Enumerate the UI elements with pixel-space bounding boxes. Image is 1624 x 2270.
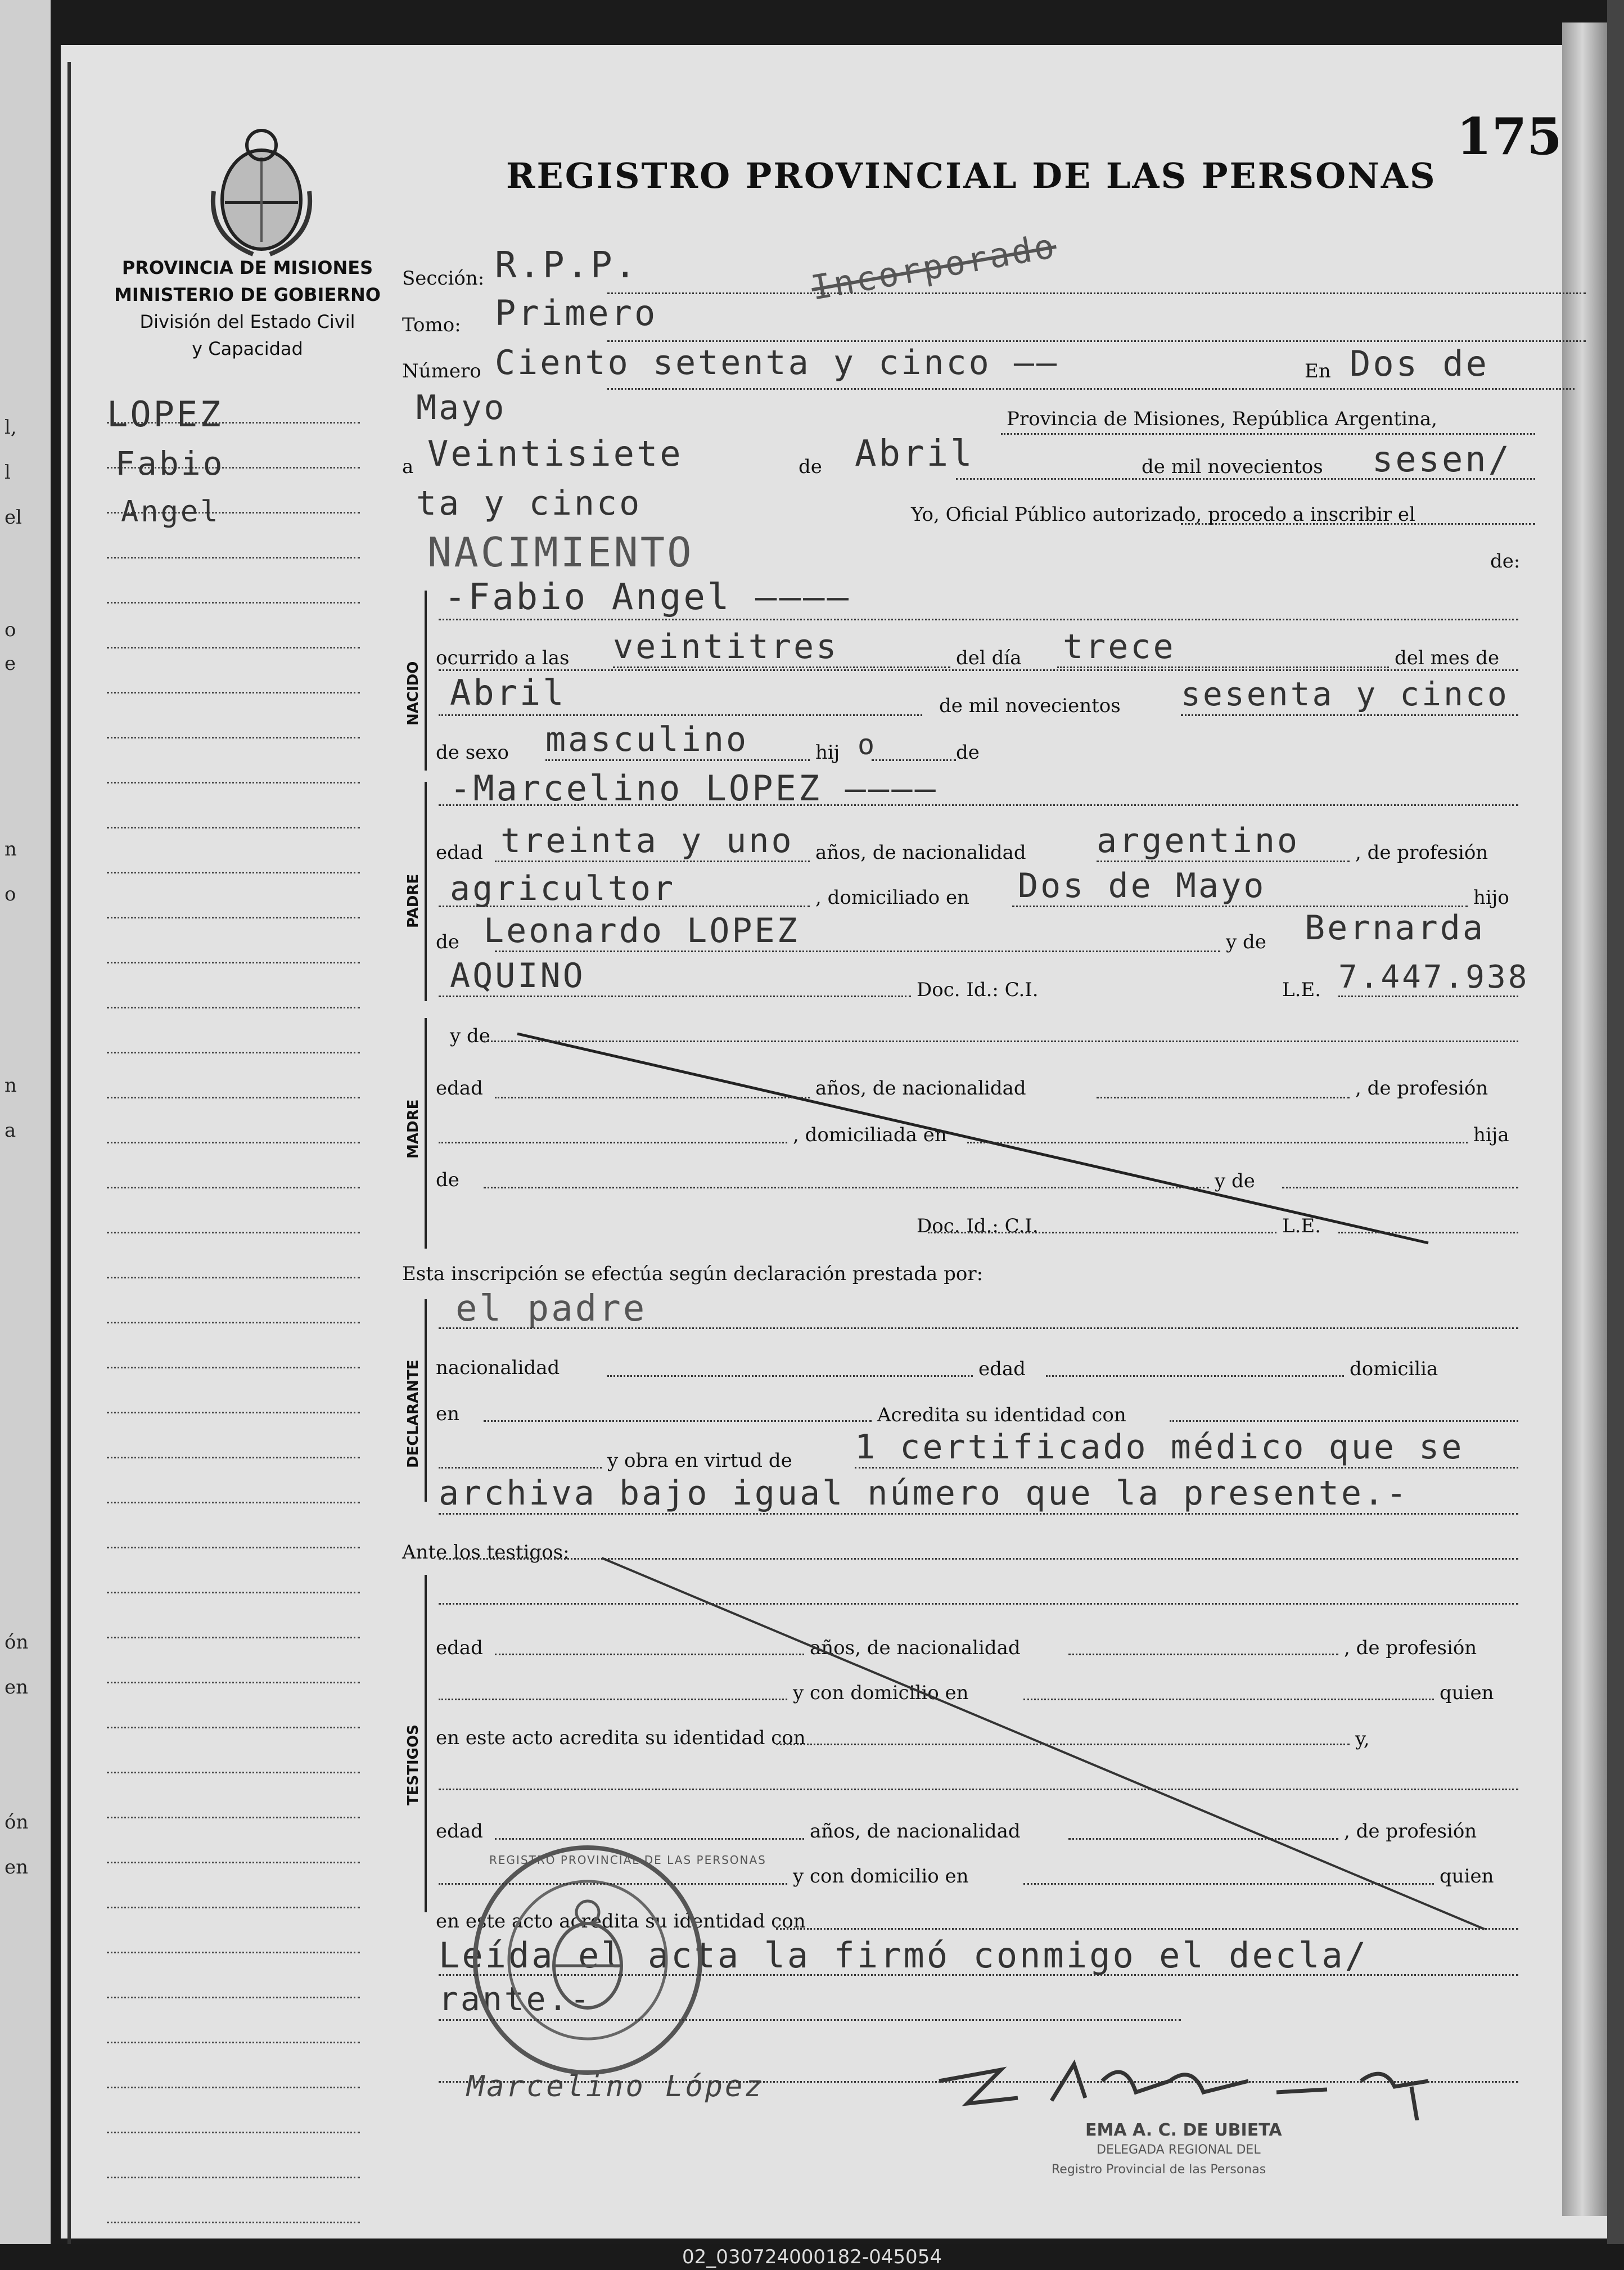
- field-line: [439, 669, 1518, 671]
- seal-text: REGISTRO PROVINCIAL DE LAS PERSONAS: [489, 1853, 766, 1867]
- prev-fragment: el: [4, 506, 22, 529]
- field-line: [1023, 1883, 1434, 1885]
- testigo1-profesion-label: , de profesión: [1344, 1637, 1477, 1659]
- dia-acta: Veintisiete: [427, 433, 683, 474]
- field-line: [439, 1467, 602, 1469]
- padre-nombre: -Marcelino LOPEZ ————: [450, 768, 938, 809]
- nacido-dia: trece: [1063, 627, 1176, 666]
- padre-nacionalidad: argentino: [1097, 821, 1300, 861]
- field-line: [545, 759, 810, 761]
- padre-domicilio: Dos de Mayo: [1018, 866, 1266, 906]
- field-line: [439, 1558, 1518, 1560]
- field-line: [607, 292, 1586, 294]
- declarante-obra-2: archiva bajo igual número que la presente.-: [439, 1474, 1409, 1513]
- cierre-linea-1: Leída el acta la firmó conmigo el decla/: [439, 1935, 1369, 1976]
- cierre-linea-2: rante.-: [439, 1980, 592, 2018]
- seccion-value: R.P.P.: [495, 245, 639, 286]
- field-line: [439, 1883, 787, 1885]
- field-line: [1068, 1654, 1338, 1655]
- prev-fragment: e: [4, 652, 16, 675]
- madre-de-label: de: [436, 1169, 459, 1191]
- field-line: [439, 804, 1518, 806]
- register-title: REGISTRO PROVINCIAL DE LAS PERSONAS: [506, 155, 1437, 196]
- padre-profesion: agricultor: [450, 869, 676, 908]
- sexo-label: de sexo: [436, 741, 509, 764]
- numero-value: Ciento setenta y cinco ——: [495, 343, 1059, 382]
- field-line: [1170, 1420, 1518, 1422]
- padre-nac-label: años, de nacionalidad: [815, 841, 1026, 864]
- field-line: [1068, 1838, 1338, 1840]
- mil-text: de mil novecientos: [1142, 456, 1323, 478]
- madre-hija-label: hija: [1473, 1124, 1509, 1146]
- prev-fragment: en: [4, 1856, 29, 1879]
- tomo-label: Tomo:: [402, 314, 461, 336]
- prev-fragment: ón: [4, 1631, 29, 1654]
- nacido-nombre: -Fabio Angel ————: [444, 576, 851, 618]
- nacido-sexo: masculino: [545, 720, 749, 759]
- testigo1-y-label: y,: [1355, 1728, 1370, 1750]
- prev-fragment: n: [4, 838, 17, 861]
- field-line: [607, 1375, 973, 1377]
- padre-hijo-label: hijo: [1473, 886, 1509, 909]
- prev-fragment: en: [4, 1676, 29, 1699]
- madre-doc-label: Doc. Id.: C.I.: [917, 1215, 1039, 1237]
- hij-suffix: o: [858, 728, 877, 761]
- field-line: [439, 906, 810, 907]
- testigo1-edad-label: edad: [436, 1637, 483, 1659]
- field-line: [495, 1838, 804, 1840]
- testigo2-acredita-label: en este acto acredita su identidad con: [436, 1910, 806, 1933]
- testigos-intro: Ante los testigos:: [402, 1541, 570, 1564]
- field-line: [495, 951, 1220, 952]
- field-line: [607, 388, 1575, 390]
- padre-madre-1: Bernarda: [1305, 908, 1485, 948]
- madre-domiciliada-label: , domiciliada en: [793, 1124, 947, 1146]
- field-line: [495, 1097, 810, 1098]
- field-line: [1023, 1699, 1434, 1700]
- prev-fragment: o: [4, 883, 16, 906]
- field-line: [439, 2019, 1181, 2021]
- field-line: [439, 1513, 1518, 1515]
- division-name: División del Estado Civil: [139, 311, 355, 332]
- field-line: [439, 1327, 1518, 1329]
- padre-le: 7.447.938: [1338, 959, 1530, 996]
- de-colon: de:: [1490, 550, 1521, 573]
- en-label: En: [1305, 360, 1331, 382]
- field-line: [484, 1420, 872, 1422]
- nacido-de-label: de: [956, 741, 980, 764]
- field-line: [439, 1789, 1518, 1790]
- field-line: [1001, 433, 1535, 435]
- padre-profesion-label: , de profesión: [1355, 841, 1488, 864]
- provincia-text: Provincia de Misiones, República Argentina,: [1007, 408, 1437, 430]
- anio-acta-2: ta y cinco: [416, 484, 642, 523]
- declarante-obra-label: y obra en virtud de: [607, 1449, 792, 1472]
- oficial-cargo-1: DELEGADA REGIONAL DEL: [1097, 2143, 1261, 2157]
- stamp-word: Incorporado: [808, 226, 1060, 308]
- tipo-acta: NACIMIENTO: [427, 529, 694, 576]
- field-line: [855, 1467, 1518, 1469]
- field-line: [1012, 906, 1468, 907]
- prev-fragment: ón: [4, 1811, 29, 1834]
- field-line: [967, 1142, 1468, 1143]
- field-line: [1181, 523, 1535, 525]
- field-line: [439, 1974, 1518, 1976]
- field-line: [484, 1041, 1518, 1042]
- field-line: [607, 340, 1586, 342]
- prev-fragment: n: [4, 1074, 17, 1097]
- field-line: [1338, 996, 1518, 997]
- testigos-section-label: TESTIGOS: [405, 1724, 422, 1805]
- madre-profesion-label: , de profesión: [1355, 1077, 1488, 1100]
- padre-edad: treinta y uno: [500, 821, 794, 861]
- de-label: de: [799, 456, 822, 478]
- seccion-label: Sección:: [402, 267, 485, 290]
- tomo-value: Primero: [495, 292, 658, 334]
- declarante-domicilia-label: domicilia: [1350, 1358, 1438, 1380]
- padre-doc-label: Doc. Id.: C.I.: [917, 979, 1039, 1001]
- field-line: [1338, 1232, 1518, 1233]
- margin-name-2: Angel: [121, 495, 220, 529]
- padre-section-label: PADRE: [405, 873, 422, 928]
- madre-y-de: y de: [450, 1025, 490, 1047]
- padre-y-de-label: y de: [1226, 931, 1266, 953]
- margin-surname: LOPEZ: [107, 394, 223, 435]
- field-line: [495, 1654, 804, 1655]
- testigo2-edad-label: edad: [436, 1820, 483, 1843]
- field-line: [776, 1744, 1350, 1745]
- padre-domiciliado-label: , domiciliado en: [815, 886, 969, 909]
- ministry-name: MINISTERIO DE GOBIERNO: [114, 284, 381, 305]
- field-line: [439, 996, 911, 997]
- en-value-2: Mayo: [416, 388, 507, 427]
- mil-label: de mil novecientos: [939, 695, 1121, 717]
- madre-edad-label: edad: [436, 1077, 483, 1100]
- declarante-nac-label: nacionalidad: [436, 1357, 560, 1379]
- testigo1-acredita-label: en este acto acredita su identidad con: [436, 1727, 806, 1749]
- field-line: [439, 619, 1518, 620]
- padre-madre-2: AQUINO: [450, 956, 585, 996]
- anio-acta-1: sesen/: [1372, 439, 1512, 480]
- declarante-intro: Esta inscripción se efectúa según declaración prestada por:: [402, 1263, 984, 1285]
- field-line: [1097, 861, 1350, 862]
- nacido-hora: veintitres: [613, 627, 839, 666]
- field-line: [872, 759, 956, 761]
- declarante-edad-label: edad: [978, 1358, 1026, 1380]
- declarante-acredita-label: Acredita su identidad con: [877, 1404, 1126, 1426]
- hij-label: hij: [815, 741, 840, 764]
- field-line: [1046, 1375, 1344, 1377]
- testigo2-profesion-label: , de profesión: [1344, 1820, 1477, 1843]
- en-value: Dos de: [1350, 343, 1489, 384]
- page-number: 175: [1456, 107, 1562, 166]
- field-line: [1097, 1097, 1350, 1098]
- del-mes-label: del mes de: [1395, 647, 1500, 669]
- del-dia-label: del día: [956, 647, 1022, 669]
- testigo1-nac-label: años, de nacionalidad: [810, 1637, 1021, 1659]
- testigo2-domicilio-label: y con domicilio en: [793, 1865, 969, 1888]
- nacido-anio: sesenta y cinco: [1181, 675, 1509, 713]
- field-line: [495, 861, 810, 862]
- declarante-en-label: en: [436, 1403, 460, 1425]
- province-name: PROVINCIA DE MISIONES: [121, 257, 373, 278]
- madre-nac-label: años, de nacionalidad: [815, 1077, 1026, 1100]
- oficial-nombre: EMA A. C. DE UBIETA: [1085, 2120, 1282, 2140]
- testigo1-domicilio-label: y con domicilio en: [793, 1682, 969, 1704]
- field-line: [1181, 714, 1518, 716]
- prev-fragment: a: [4, 1119, 16, 1142]
- prev-fragment: o: [4, 619, 16, 641]
- declarante-obra-1: 1 certificado médico que se: [855, 1427, 1464, 1467]
- prev-fragment: l,: [4, 416, 17, 439]
- declarante-section-label: DECLARANTE: [405, 1359, 422, 1468]
- footer-image-id: 02_030724000182-045054: [682, 2246, 942, 2268]
- nacido-section-label: NACIDO: [405, 661, 422, 726]
- testigo2-quien-label: quien: [1440, 1865, 1494, 1888]
- oficial-cargo-2: Registro Provincial de las Personas: [1052, 2163, 1266, 2177]
- numero-label: Número: [402, 360, 481, 382]
- testigo2-nac-label: años, de nacionalidad: [810, 1820, 1021, 1843]
- padre-padre: Leonardo LOPEZ: [484, 911, 800, 951]
- field-line: [439, 1699, 787, 1700]
- field-line: [1057, 666, 1389, 668]
- nacido-mes: Abril: [450, 672, 566, 713]
- madre-le-label: L.E.: [1282, 1215, 1321, 1237]
- mes-acta: Abril: [855, 433, 975, 475]
- field-line: [439, 714, 922, 716]
- firma-declarante: Marcelino López: [467, 2070, 765, 2104]
- field-line: [1282, 1187, 1518, 1188]
- field-line: [484, 1187, 1209, 1188]
- yo-text: Yo, Oficial Público autorizado, procedo a inscribir el: [911, 503, 1415, 526]
- field-line: [776, 1928, 1518, 1930]
- padre-edad-label: edad: [436, 841, 483, 864]
- madre-section-label: MADRE: [405, 1099, 422, 1159]
- declarante-quien: el padre: [455, 1288, 647, 1330]
- prev-fragment: l: [4, 461, 11, 484]
- testigo1-quien-label: quien: [1440, 1682, 1494, 1704]
- field-line: [439, 1603, 1518, 1605]
- field-line: [439, 1142, 787, 1143]
- padre-le-label: L.E.: [1282, 979, 1321, 1001]
- madre-y-de-label: y de: [1215, 1170, 1255, 1192]
- field-line: [928, 1232, 1276, 1233]
- division-subname: y Capacidad: [192, 338, 303, 359]
- margin-name-1: Fabio: [115, 444, 225, 483]
- padre-de-label: de: [436, 931, 459, 953]
- field-line: [956, 478, 1535, 480]
- field-line: [613, 666, 950, 668]
- ocurrido-label: ocurrido a las: [436, 647, 570, 669]
- field-line: [439, 2081, 1518, 2083]
- a-label: a: [402, 456, 414, 478]
